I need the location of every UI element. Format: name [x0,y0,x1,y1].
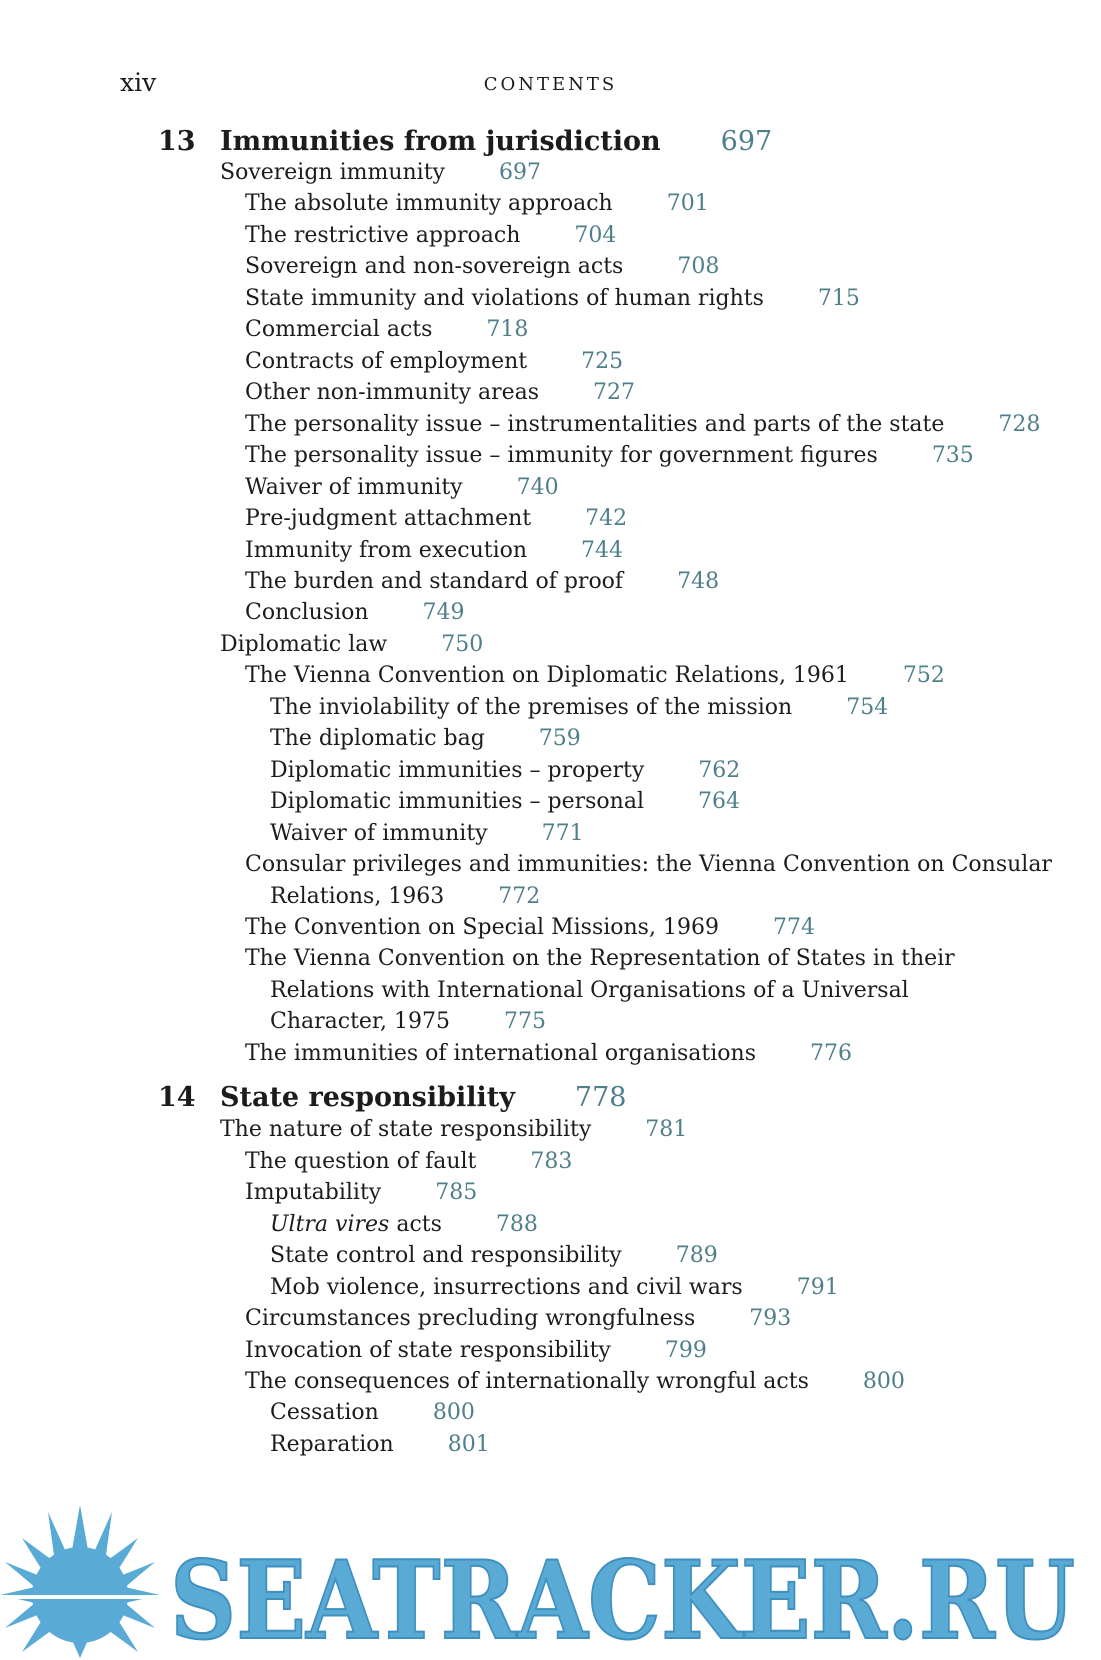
toc-entry[interactable] [270,1241,718,1271]
toc-label: Imputability [245,1180,382,1205]
toc-page: 701 [666,191,709,216]
running-title: CONTENTS [483,74,618,95]
toc-label: Mob violence, insurrections and civil wars [270,1275,743,1300]
toc-entry[interactable] [245,504,627,534]
watermark-logo [0,1500,1101,1660]
chapter-13-heading[interactable] [158,124,773,160]
toc-label: The absolute immunity approach [245,191,613,216]
toc-entry[interactable] [245,1039,852,1069]
toc-entry[interactable] [245,410,1040,440]
toc-label: Immunity from execution [245,538,528,563]
toc-page: 800 [432,1400,475,1425]
toc-page: 800 [862,1369,905,1394]
chapter-14-heading[interactable] [158,1080,627,1116]
toc-entry[interactable] [270,1273,839,1303]
toc-page: 750 [441,632,484,657]
toc-page: 788 [495,1212,538,1237]
toc-page: 728 [998,412,1041,437]
page-folio: xiv [120,68,157,97]
toc-entry[interactable] [245,850,1052,880]
toc-label-italic: Ultra vires [270,1212,390,1237]
toc-label: Sovereign and non-sovereign acts [245,254,624,279]
toc-label: The immunities of international organisations [245,1041,757,1066]
toc-label: Commercial acts [245,317,433,342]
toc-page: 752 [902,663,945,688]
toc-entry[interactable] [245,378,635,408]
toc-label: Character, 1975 [270,1009,451,1034]
toc-entry-continuation[interactable] [270,976,909,1006]
chapter-number: 13 [158,126,196,157]
toc-label: Conclusion [245,600,369,625]
toc-page: 708 [677,254,720,279]
toc-page: 785 [435,1180,478,1205]
toc-entry[interactable] [220,158,541,188]
toc-entry[interactable] [245,473,559,503]
toc-page: 771 [541,821,584,846]
toc-entry[interactable] [245,1367,905,1397]
chapter-title: State responsibility [220,1082,515,1113]
toc-page: 783 [530,1149,573,1174]
toc-label: Relations with International Organisations of a Universal [270,978,909,1003]
toc-label: Pre-judgment attachment [245,506,532,531]
toc-page: 704 [574,223,617,248]
toc-page: 725 [581,349,624,374]
toc-page: 697 [498,160,541,185]
toc-entry[interactable] [245,252,719,282]
toc-page: 718 [486,317,529,342]
toc-label: Relations, 1963 [270,884,445,909]
toc-entry-continuation[interactable] [270,1007,546,1037]
toc-entry[interactable] [245,1304,791,1334]
toc-page: 748 [677,569,720,594]
toc-label: State control and responsibility [270,1243,622,1268]
toc-entry[interactable] [245,189,709,219]
toc-label: Invocation of state responsibility [245,1338,611,1363]
toc-page: 791 [796,1275,839,1300]
toc-label: The consequences of internationally wrongful acts [245,1369,809,1394]
toc-label: Diplomatic immunities – property [270,758,645,783]
toc-entry[interactable] [245,1336,707,1366]
toc-label: Reparation [270,1432,394,1457]
toc-entry[interactable] [245,598,465,628]
toc-entry[interactable] [220,1115,687,1145]
toc-label: Other non-immunity areas [245,380,540,405]
toc-label: The burden and standard of proof [245,569,624,594]
toc-entry[interactable] [270,756,740,786]
toc-label: The Vienna Convention on Diplomatic Relations, 1961 [245,663,849,688]
toc-label: Waiver of immunity [245,475,463,500]
chapter-page: 778 [574,1082,627,1113]
toc-entry[interactable] [245,913,815,943]
toc-page: 789 [675,1243,718,1268]
chapter-title: Immunities from jurisdiction [220,126,661,157]
toc-entry[interactable] [245,944,955,974]
toc-entry[interactable] [245,567,719,597]
toc-page: 754 [846,695,889,720]
toc-label: The Vienna Convention on the Representation of States in their [245,946,955,971]
toc-entry[interactable] [270,1210,538,1240]
toc-label: Diplomatic law [220,632,388,657]
toc-entry[interactable] [245,661,945,691]
toc-page: 762 [698,758,741,783]
toc-label: The Convention on Special Missions, 1969 [245,915,719,940]
toc-label: Consular privileges and immunities: the Vienna Convention on Consular [245,852,1052,877]
toc-label: The nature of state responsibility [220,1117,592,1142]
toc-label: Waiver of immunity [270,821,488,846]
toc-label: The question of fault [245,1149,477,1174]
sun-horizon-line [0,1595,160,1599]
toc-label: Contracts of employment [245,349,528,374]
toc-page: 727 [593,380,636,405]
toc-label: acts [389,1212,442,1237]
toc-page: 774 [772,915,815,940]
toc-label: Cessation [270,1400,379,1425]
toc-label: State immunity and violations of human rights [245,286,764,311]
toc-page: 776 [810,1041,853,1066]
toc-page: 744 [581,538,624,563]
toc-page: 793 [749,1306,792,1331]
toc-entry[interactable] [245,1147,572,1177]
toc-label: Sovereign immunity [220,160,445,185]
toc-entry[interactable] [245,1178,477,1208]
toc-page: 735 [931,443,974,468]
chapter-number: 14 [158,1082,196,1113]
toc-entry-continuation[interactable] [270,882,540,912]
toc-label: The personality issue – immunity for government figures [245,443,878,468]
toc-entry[interactable] [270,787,740,817]
toc-page: 715 [817,286,860,311]
toc-entry[interactable] [245,284,860,314]
toc-page: 740 [516,475,559,500]
toc-entry[interactable] [270,819,584,849]
toc-page: 742 [585,506,628,531]
toc-entry[interactable] [245,347,623,377]
toc-page: 764 [698,789,740,814]
toc-entry[interactable] [220,630,483,660]
toc-page: 775 [504,1009,547,1034]
toc-label: The inviolability of the premises of the mission [270,695,793,720]
toc-entry[interactable] [245,315,528,345]
sun-burst-icon [0,1505,160,1658]
watermark-text: SEATRACKER.RU [170,1538,1075,1660]
toc-entry[interactable] [245,221,616,251]
toc-entry[interactable] [245,441,974,471]
toc-page: 801 [447,1432,490,1457]
toc-page: 781 [645,1117,688,1142]
toc-entry[interactable] [270,724,581,754]
toc-entry[interactable] [270,1398,475,1428]
toc-label: The restrictive approach [245,223,521,248]
toc-label: The personality issue – instrumentalities and parts of the state [245,412,945,437]
toc-page: 759 [538,726,581,751]
toc-page: 749 [422,600,465,625]
chapter-page: 697 [720,126,773,157]
toc-entry[interactable] [270,693,888,723]
toc-entry[interactable] [245,536,623,566]
toc-label: The diplomatic bag [270,726,485,751]
toc-entry[interactable] [270,1430,490,1460]
toc-page: 799 [664,1338,707,1363]
toc-label: Circumstances precluding wrongfulness [245,1306,696,1331]
toc-page: 772 [498,884,541,909]
toc-label: Diplomatic immunities – personal [270,789,644,814]
